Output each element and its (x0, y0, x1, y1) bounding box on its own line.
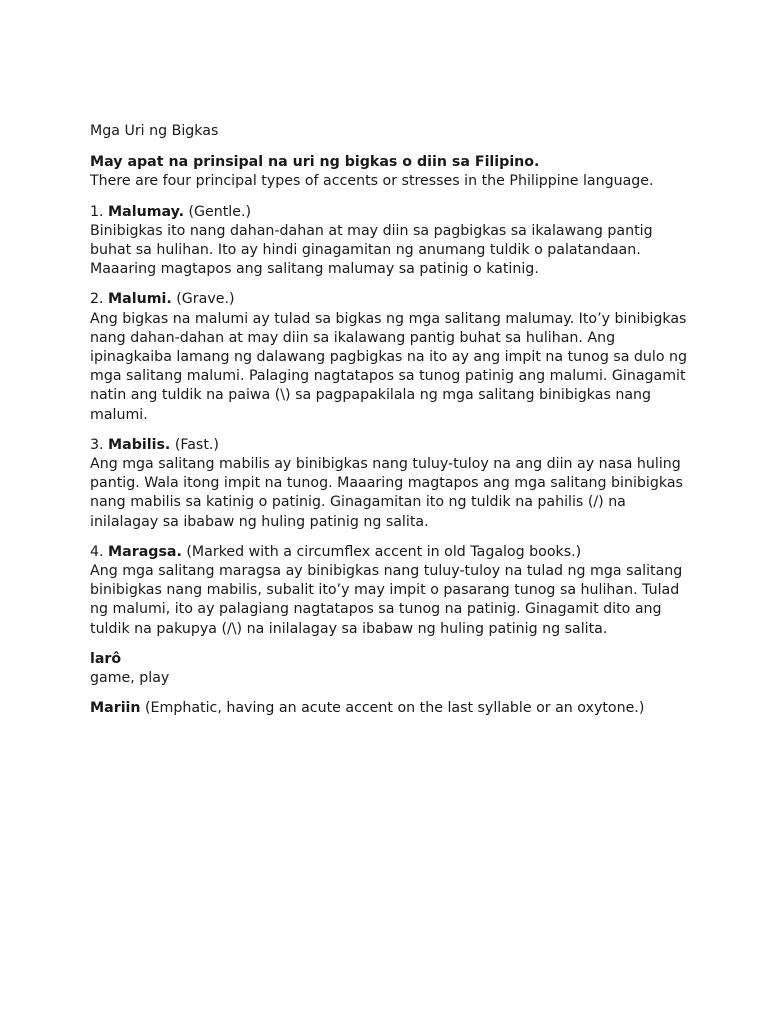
item-description: Binibigkas ito nang dahan-dahan at may diin sa pagbigkas sa ikalawang pantig buhat sa hulihan. Ito ay hindi ginagamitan ng anumang tuldik o palatandaan. Maaaring magtapos ang salitang malumay sa patinig o katinig. (90, 222, 653, 278)
example-meaning: game, play (90, 670, 170, 687)
item-malumay (90, 203, 690, 280)
example-block (90, 650, 690, 688)
intro-bold-text: May apat na prinsipal na uri ng bigkas o diin sa Filipino. (90, 154, 540, 171)
final-term: Mariin (90, 700, 141, 717)
final-block (90, 699, 690, 718)
item-heading (90, 543, 690, 562)
item-heading (90, 203, 690, 222)
intro-text: There are four principal types of accents or stresses in the Philippine language. (90, 173, 654, 190)
document-title: Mga Uri ng Bigkas (90, 123, 219, 139)
item-term: Mabilis. (108, 436, 171, 453)
item-gloss: (Fast.) (170, 436, 219, 453)
item-gloss: (Grave.) (171, 291, 235, 308)
item-maragsa (90, 543, 690, 639)
example-word: larô (90, 650, 122, 667)
item-description: Ang mga salitang mabilis ay binibigkas nang tuluy-tuloy na ang diin ay nasa huling pantig. Wala itong impit na tunog. Maaaring magtapos ang mga salitang binibigkas nang mabilis sa katinig o patinig. Ginagamitan ito ng tuldik na pahilis (/) na inilalagay sa ibabaw ng huling patinig ng salita. (90, 456, 683, 530)
item-term: Malumi. (108, 291, 172, 308)
item-number: 1. (90, 203, 109, 220)
intro-block (90, 153, 690, 191)
item-gloss: (Marked with a circumflex accent in old Tagalog books.) (181, 543, 582, 560)
item-heading (90, 436, 690, 455)
item-malumi (90, 290, 690, 424)
final-line (90, 699, 690, 718)
item-description: Ang mga salitang maragsa ay binibigkas nang tuluy-tuloy na tulad ng mga salitang binibigkas nang mabilis, subalit ito’y may impit o pasarang tunog sa hulihan. Tulad ng malumi, ito ay palagiang nagtatapos sa tunog na patinig. Ginagamit dito ang tuldik na pakupya (/\) na inilalagay sa ibabaw ng huling patinig ng salita. (90, 563, 683, 637)
final-gloss: (Emphatic, having an acute accent on the last syllable or an oxytone.) (140, 700, 645, 717)
item-description: Ang bigkas na malumi ay tulad sa bigkas ng mga salitang malumay. Ito’y binibigkas nang dahan-dahan at may diin sa ikalawang pantig buhat sa hulihan. Ang ipinagkaiba lamang ng dalawang pagbigkas na ito ay ang impit na tunog sa dulo ng mga salitang malumi. Palaging nagtatapos sa tunog patinig ang malumi. Ginagamit natin ang tuldik na paiwa (\) sa pagpapakilala ng mga salitang binibigkas nang malumi. (90, 310, 688, 423)
item-number: 4. (90, 543, 109, 560)
item-term: Malumay. (108, 203, 184, 220)
item-number: 2. (90, 291, 109, 308)
item-number: 3. (90, 436, 109, 453)
item-gloss: (Gentle.) (183, 203, 252, 220)
item-term: Maragsa. (108, 543, 182, 560)
item-mabilis (90, 436, 690, 532)
item-heading (90, 290, 690, 309)
document-page (90, 122, 690, 729)
